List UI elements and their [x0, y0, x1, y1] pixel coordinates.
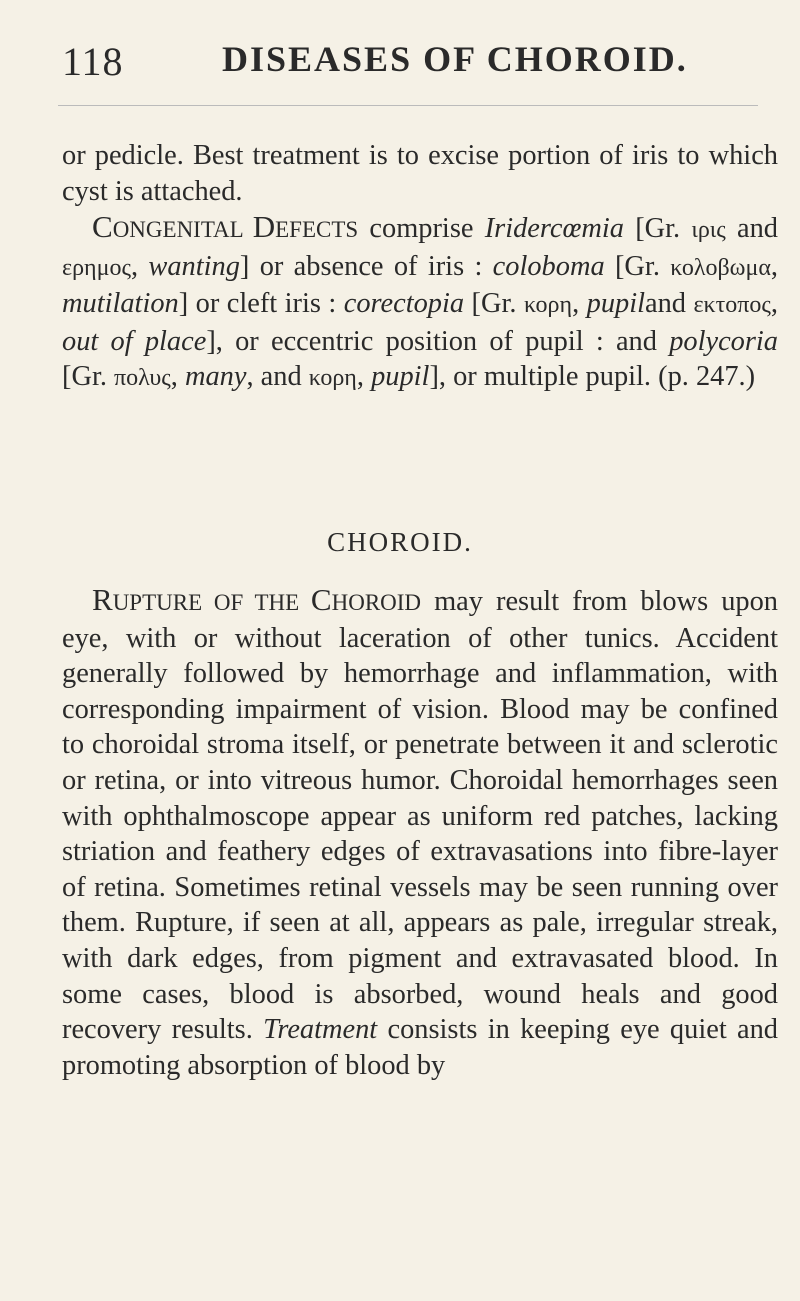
term-italic: Treatment [263, 1014, 378, 1046]
term-italic: pupil [586, 288, 645, 320]
greek-word: πολυς [114, 365, 171, 392]
text-run: comprise [358, 213, 485, 244]
text-run: , and [246, 361, 309, 393]
header-rule [58, 105, 758, 106]
text-run: , [572, 288, 587, 320]
text-run: , [130, 250, 149, 282]
small-caps-initial: C [310, 582, 332, 617]
page-number: 118 [62, 39, 124, 84]
section-heading: CHOROID. [327, 527, 473, 557]
small-caps-text: HOROID [331, 590, 422, 615]
small-caps-initial: D [252, 209, 276, 244]
paragraph-congenital-defects [62, 209, 778, 397]
text-run: ], or eccentric position of pupil : and [206, 325, 670, 357]
paragraph-text: or pedicle. Best treatment is to excise portion of iris to which cyst is attached. [62, 140, 778, 207]
header-title: DISEASES OF CHOROID. [222, 39, 688, 79]
text-run: consists in keeping eye quiet and promoting absorption of blood by [62, 1014, 778, 1081]
small-caps-initial: C [92, 209, 113, 244]
term-italic: polycoria [669, 325, 778, 357]
text-run: ] or cleft iris : [178, 288, 344, 320]
term-italic: wanting [148, 250, 240, 282]
greek-word: ιρις [691, 217, 726, 243]
small-caps-text: ONGENITAL [112, 217, 253, 242]
term-italic: corectopia [343, 288, 465, 320]
term-italic: mutilation [62, 288, 179, 320]
greek-word: κολοβωμα [670, 254, 771, 281]
paragraph-rupture-of-choroid [62, 582, 778, 1083]
small-caps-initial: R [92, 582, 113, 617]
greek-word: κορη [523, 292, 573, 319]
term-italic: out of place [62, 325, 207, 357]
text-run: and [645, 288, 694, 320]
running-head [62, 38, 762, 84]
greek-word: εκτοπος [693, 292, 771, 319]
text-run: [Gr. [62, 361, 115, 393]
text-run: , [356, 361, 372, 393]
text-run: [Gr. [624, 213, 692, 244]
greek-word: κορη [308, 365, 357, 392]
small-caps-text: UPTURE OF THE [112, 590, 311, 615]
text-run: may result from blows upon eye, with or without laceration of other tunics. Accident generally followed by hemorrhage and inflammation, with corresponding impairment of vision. Blood may be confined to choroidal stroma itself, or penetrate between it and sclerotic or retina, or into vitreous humor. Choroidal hemorrhages seen with ophthalmoscope appear as uniform red patches, lacking striation and feathery edges of extravasations into fibre-layer of retina. Sometimes retinal vessels may be seen running over them. Rupture, if seen at all, appears as pale, irregular streak, with dark edges, from pigment and extravasated blood. In some cases, blood is absorbed, wound heals and good recovery results. [62, 586, 778, 1046]
text-run: and [725, 213, 778, 244]
text-run: ], or multiple pupil. (p. 247.) [429, 361, 756, 393]
term-italic: pupil [371, 361, 430, 393]
text-run: [Gr. [464, 288, 524, 320]
text-run: , [770, 250, 779, 282]
text-run: [Gr. [604, 250, 671, 282]
text-run: ] or absence of iris : [239, 250, 493, 282]
greek-word: ερημος [62, 254, 131, 281]
term-italic: coloboma [492, 250, 605, 282]
text-run: , [770, 288, 778, 320]
term-italic: Iridercœmia [484, 213, 624, 244]
paragraph-excise-portion [62, 138, 778, 209]
small-caps-text: EFECTS [275, 217, 359, 242]
term-italic: many [184, 361, 247, 393]
text-run: , [170, 361, 185, 393]
